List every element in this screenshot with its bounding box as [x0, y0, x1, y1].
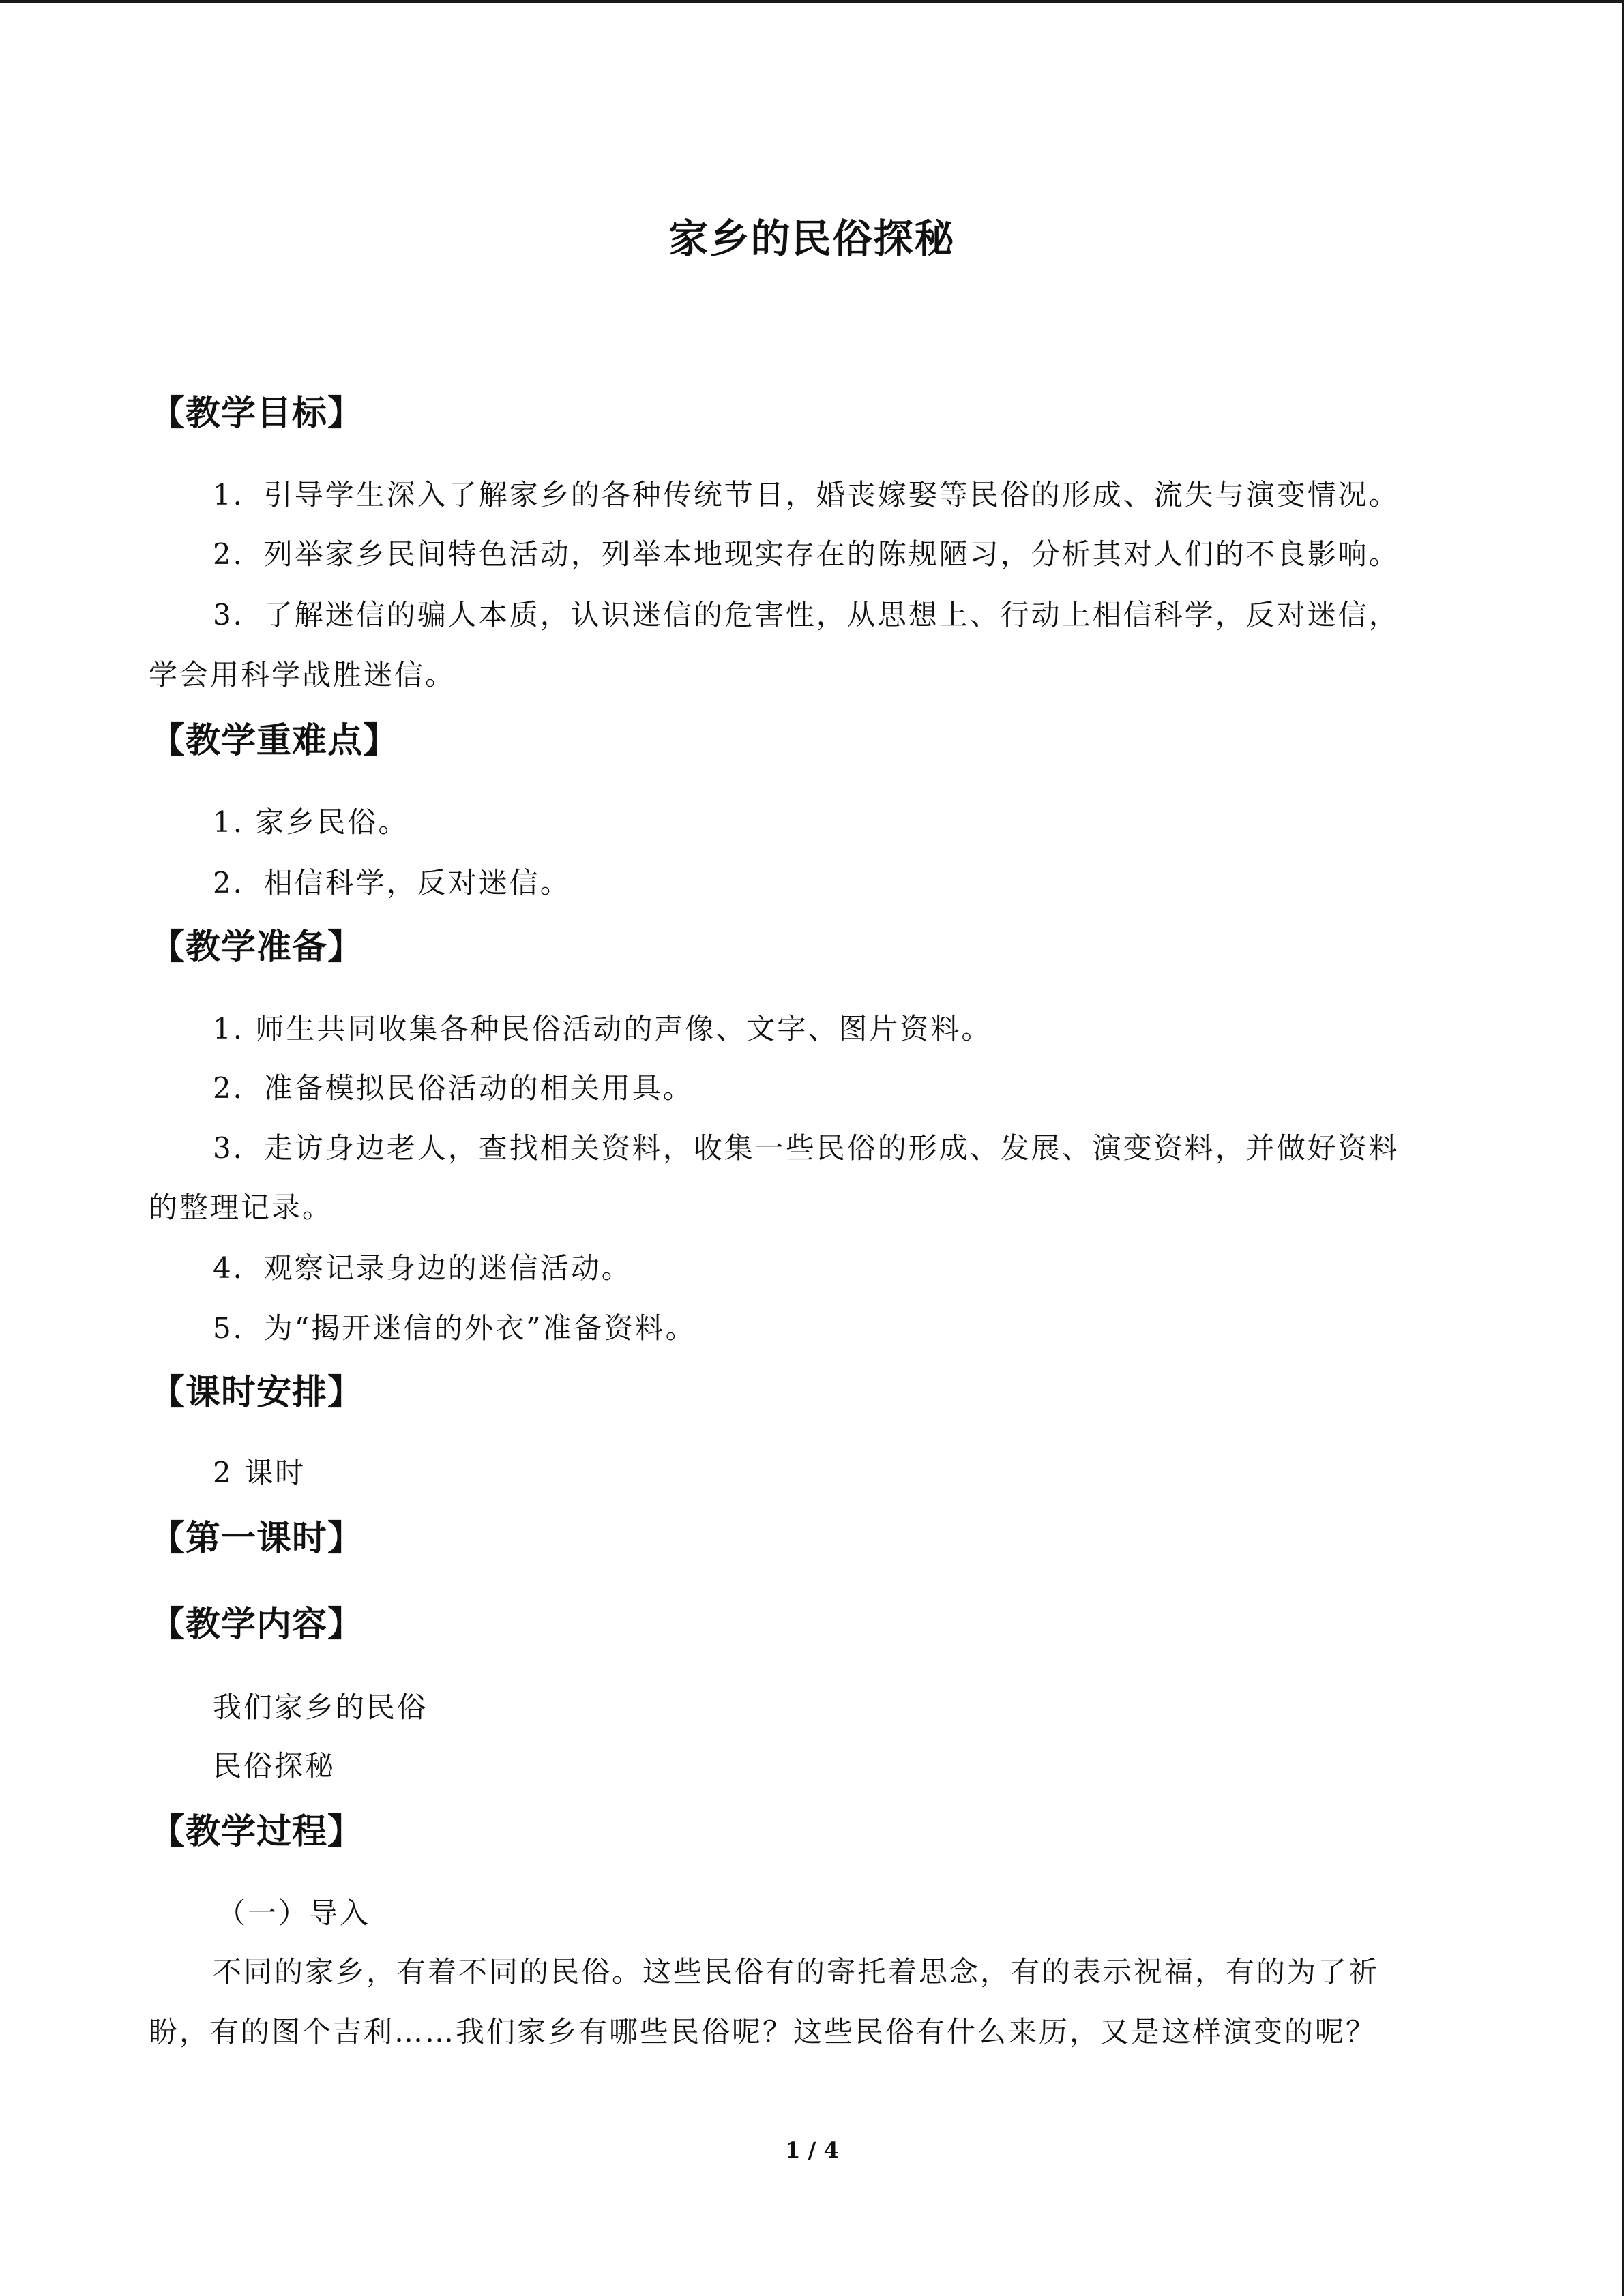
heading-key-points: 【教学重难点】: [150, 721, 399, 761]
page-number: 1 / 4: [785, 2137, 839, 2163]
preparation-item-2: 2．准备模拟民俗活动的相关用具。: [213, 1071, 694, 1105]
process-paragraph-line-1: 不同的家乡，有着不同的民俗。这些民俗有的寄托着思念，有的表示祝福，有的为了祈: [213, 1955, 1380, 1988]
objective-item-3-continued: 学会用科学战胜迷信。: [149, 658, 456, 691]
top-border: [0, 0, 1624, 3]
key-point-item-1: 1. 家乡民俗。: [213, 805, 409, 839]
preparation-item-5: 5．为“揭开迷信的外衣”准备资料。: [213, 1311, 696, 1345]
key-point-item-2: 2．相信科学，反对迷信。: [213, 866, 571, 899]
process-paragraph-line-2: 盼，有的图个吉利……我们家乡有哪些民俗呢？这些民俗有什么来历，又是这样演变的呢？: [149, 2015, 1377, 2048]
preparation-item-1: 1. 师生共同收集各种民俗活动的声像、文字、图片资料。: [213, 1012, 992, 1045]
objective-item-1: 1．引导学生深入了解家乡的各种传统节日，婚丧嫁娶等民俗的形成、流失与演变情况。: [213, 478, 1400, 511]
preparation-item-3: 3．走访身边老人，查找相关资料，收集一些民俗的形成、发展、演变资料，并做好资料: [213, 1131, 1400, 1165]
heading-process: 【教学过程】: [150, 1812, 364, 1852]
content-item-1: 我们家乡的民俗: [213, 1690, 428, 1724]
heading-objectives: 【教学目标】: [150, 393, 364, 434]
heading-content: 【教学内容】: [150, 1605, 364, 1645]
schedule-item-1: 2 课时: [213, 1456, 306, 1489]
content-item-2: 民俗探秘: [213, 1749, 336, 1783]
heading-first-lesson: 【第一课时】: [150, 1519, 364, 1559]
heading-schedule: 【课时安排】: [150, 1373, 364, 1413]
objective-item-2: 2．列举家乡民间特色活动，列举本地现实存在的陈规陋习，分析其对人们的不良影响。: [213, 537, 1400, 571]
document-title: 家乡的民俗探秘: [668, 215, 956, 262]
heading-preparation: 【教学准备】: [150, 927, 364, 968]
objective-item-3: 3．了解迷信的骗人本质，认识迷信的危害性，从思想上、行动上相信科学，反对迷信，: [213, 598, 1400, 631]
preparation-item-3-continued: 的整理记录。: [149, 1191, 334, 1224]
preparation-item-4: 4．观察记录身边的迷信活动。: [213, 1251, 632, 1285]
process-item-intro: （一）导入: [217, 1896, 371, 1930]
